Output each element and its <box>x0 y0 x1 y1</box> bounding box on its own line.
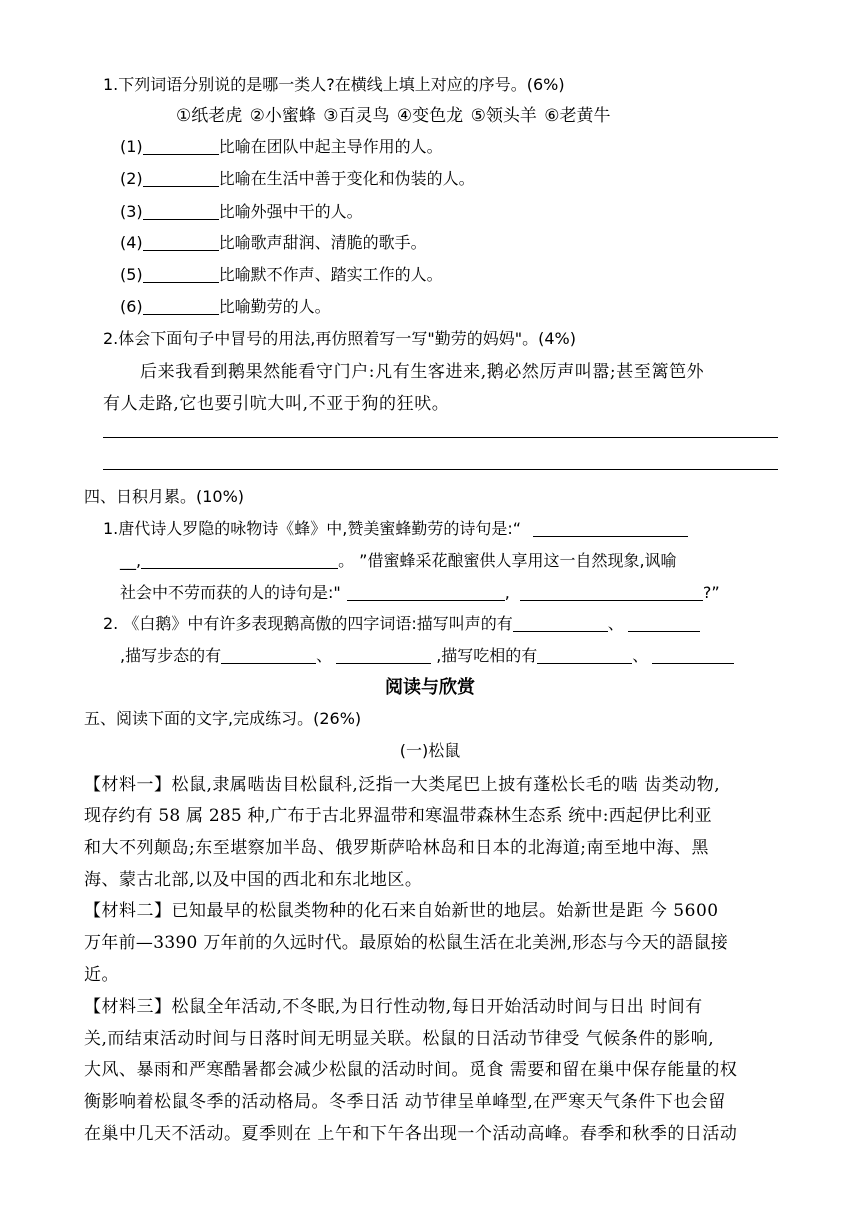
s4-q1-text: 。 ”借蜜蜂采花酿蜜供人享用这一自然现象,讽喻 <box>338 551 677 570</box>
word-blank-6[interactable] <box>652 645 734 664</box>
poem-blank-1[interactable] <box>533 518 688 537</box>
material-2-line-2: 万年前—3390 万年前的久远时代。最原始的松鼠生活在北美洲,形态与今天的語鼠接 <box>84 933 729 953</box>
s4-q1-text: 1.唐代诗人罗隐的咏物诗《蜂》中,赞美蜜蜂勤劳的诗句是:“ <box>103 519 522 538</box>
item-text: 比喻歌声甜润、清脆的歌手。 <box>218 233 427 252</box>
q2-prompt: 2.体会下面句子中冒号的用法,再仿照着写一写"勤劳的妈妈"。(4%) <box>103 329 576 348</box>
reading-heading: 阅读与欣赏 <box>385 677 475 698</box>
item-text: 比喻在生活中善于变化和伪装的人。 <box>218 169 475 188</box>
material-3-line-4: 衡影响着松鼠冬季的活动格局。冬季日活 动节律呈单峰型,在严寒天气条件下也会留 <box>84 1092 726 1112</box>
section4-title: 四、日积月累。(10%) <box>84 487 245 506</box>
q1-item-4 <box>120 230 427 253</box>
material-text: 松鼠,隶属啮齿目松鼠科,泛指一大类尾巴上披有蓬松长毛的啮 齿类动物, <box>171 775 721 795</box>
answer-line-2[interactable] <box>103 469 778 470</box>
material-1-line-2: 现存约有 58 属 285 种,广布于古北界温带和寒温带森林生态系 统中:西起伊比利亚 <box>84 806 712 826</box>
material-label: 【材料三】 <box>84 997 172 1017</box>
q1-options: ①纸老虎 ②小蜜蜂 ③百灵鸟 ④变色龙 ⑤领头羊 ⑥老黄牛 <box>176 106 611 126</box>
s4-q2-text: ,描写吃相的有 <box>431 646 538 665</box>
material-2-line-3: 近。 <box>84 965 119 985</box>
s4-q2-line-2 <box>120 643 734 666</box>
material-text: 松鼠全年活动,不冬眠,为日行性动物,每日开始活动时间与日出 时间有 <box>171 997 703 1017</box>
s4-q1-line-2 <box>120 548 677 571</box>
item-number: (3) <box>120 202 143 221</box>
q1-item-6 <box>120 294 331 317</box>
answer-line-1[interactable] <box>103 437 778 438</box>
q1-item-3 <box>120 199 363 222</box>
q2-passage-line-1: 后来我看到鹅果然能看守门户:凡有生客进来,鹅必然厉声叫嚣;甚至篱笆外 <box>140 362 705 382</box>
section5-title: 五、阅读下面的文字,完成练习。(26%) <box>84 709 362 728</box>
q1-item-5 <box>120 262 443 285</box>
s4-q2-line-1 <box>103 611 700 634</box>
s4-q2-text: 、 <box>632 646 649 665</box>
s4-q2-text: 、 <box>607 614 624 633</box>
q1-prompt: 1.下列词语分别说的是哪一类人?在横线上填上对应的序号。(6%) <box>103 75 565 94</box>
word-blank-5[interactable] <box>537 645 632 664</box>
answer-blank[interactable] <box>143 264 219 283</box>
item-number: (6) <box>120 297 143 316</box>
material-3-line-2: 关,而结束活动时间与日落时间无明显关联。松鼠的日活动节律受 气候条件的影响, <box>84 1029 715 1049</box>
poem-blank-3[interactable] <box>347 582 505 601</box>
item-text: 比喻在团队中起主导作用的人。 <box>218 137 443 156</box>
item-number: (2) <box>120 169 143 188</box>
answer-blank[interactable] <box>143 136 219 155</box>
q1-item-1 <box>120 134 443 157</box>
s4-q1-text: __, <box>120 551 142 570</box>
poem-blank-2[interactable] <box>141 550 338 569</box>
s4-q2-text: 2. 《白鹅》中有许多表现鹅高傲的四字词语:描写叫声的有 <box>103 614 513 633</box>
s4-q1-text: , <box>504 583 510 602</box>
s4-q1-text: ?” <box>702 583 720 602</box>
item-text: 比喻外强中干的人。 <box>218 202 363 221</box>
material-1-line-3: 和大不列颠岛;东至堪察加半岛、俄罗斯萨哈林岛和日本的北海道;南至地中海、黑 <box>84 838 709 858</box>
material-3-line-1 <box>84 992 703 1017</box>
material-3-line-3: 大风、暴雨和严寒酷暑都会减少松鼠的活动时间。觅食 需要和留在巢中保存能量的权 <box>84 1060 738 1080</box>
item-number: (5) <box>120 265 143 284</box>
answer-blank[interactable] <box>143 232 219 251</box>
word-blank-3[interactable] <box>221 645 316 664</box>
material-2-line-1 <box>84 896 719 921</box>
material-text: 已知最早的松鼠类物种的化石来自始新世的地层。始新世是距 今 5600 <box>171 901 719 921</box>
poem-blank-4[interactable] <box>520 582 703 601</box>
word-blank-4[interactable] <box>336 645 431 664</box>
item-number: (4) <box>120 233 143 252</box>
s4-q1-line-1 <box>103 516 688 539</box>
item-text: 比喻默不作声、踏实工作的人。 <box>218 265 443 284</box>
word-blank-2[interactable] <box>628 613 700 632</box>
q2-passage-line-2: 有人走路,它也要引吭大叫,不亚于狗的狂吠。 <box>103 394 450 414</box>
s4-q1-text: 社会中不劳而获的人的诗句是:" <box>120 583 341 602</box>
material-3-line-5: 在巢中几天不活动。夏季则在 上午和下午各出现一个活动高峰。春季和秋季的日活动 <box>84 1124 738 1144</box>
material-1-line-1 <box>84 770 720 795</box>
q1-item-2 <box>120 166 475 189</box>
s4-q2-text: ,描写步态的有 <box>120 646 222 665</box>
material-label: 【材料一】 <box>84 775 172 795</box>
s4-q2-text: 、 <box>316 646 333 665</box>
item-text: 比喻勤劳的人。 <box>218 297 331 316</box>
material-label: 【材料二】 <box>84 901 172 921</box>
s4-q1-line-3 <box>120 580 720 603</box>
answer-blank[interactable] <box>143 168 219 187</box>
item-number: (1) <box>120 137 143 156</box>
answer-blank[interactable] <box>143 201 219 220</box>
word-blank-1[interactable] <box>513 613 608 632</box>
answer-blank[interactable] <box>143 296 219 315</box>
material-1-line-4: 海、蒙古北部,以及中国的西北和东北地区。 <box>84 870 423 890</box>
article-title: (一)松鼠 <box>399 741 461 760</box>
